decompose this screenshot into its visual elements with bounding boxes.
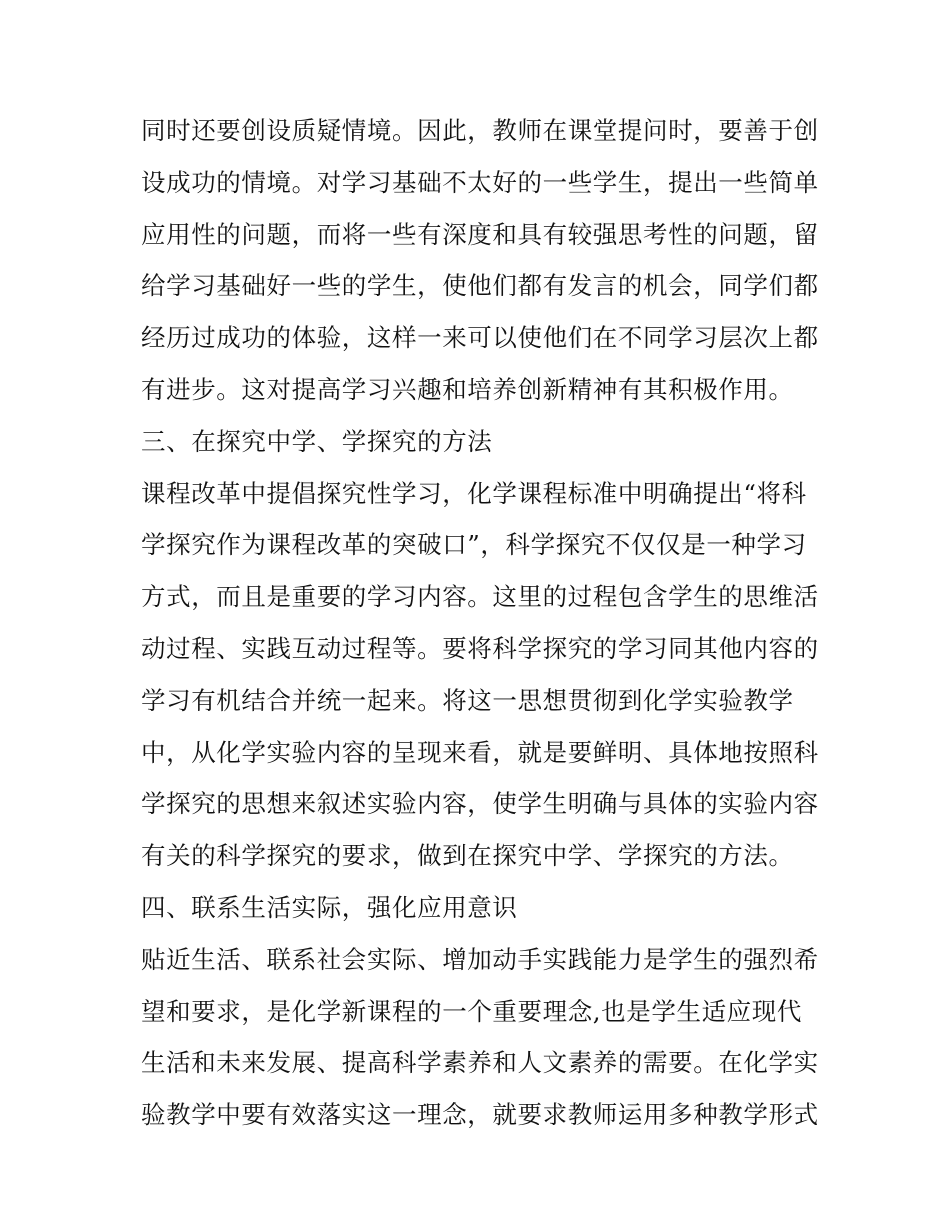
paragraph-line: 有关的科学探究的要求，做到在探究中学、学探究的方法。 (141, 841, 794, 871)
paragraph-line: 中，从化学实验内容的呈现来看，就是要鲜明、具体地按照科 (141, 737, 819, 767)
paragraph-line: 学探究作为课程改革的突破口”，科学探究不仅仅是一种学习 (141, 530, 807, 560)
paragraph-line: 给学习基础好一些的学生，使他们都有发言的机会，同学们都 (141, 271, 819, 301)
paragraph-line: 应用性的问题，而将一些有深度和具有较强思考性的问题，留 (141, 219, 819, 249)
paragraph-line: 学探究的思想来叙述实验内容，使学生明确与具体的实验内容 (141, 789, 819, 819)
paragraph-line: 方式，而且是重要的学习内容。这里的过程包含学生的思维活 (141, 582, 819, 612)
paragraph-line: 经历过成功的体验，这样一来可以使他们在不同学习层次上都 (141, 323, 819, 353)
paragraph-line: 动过程、实践互动过程等。要将科学探究的学习同其他内容的 (141, 633, 819, 663)
section-heading: 四、联系生活实际，强化应用意识 (141, 892, 518, 922)
paragraph-line: 课程改革中提倡探究性学习，化学课程标准中明确提出“将科 (141, 478, 807, 508)
paragraph-line: 设成功的情境。对学习基础不太好的一些学生，提出一些简单 (141, 167, 819, 197)
paragraph-line: 生活和未来发展、提高科学素养和人文素养的需要。在化学实 (141, 1048, 819, 1078)
paragraph-line: 验教学中要有效落实这一理念，就要求教师运用多种教学形式 (141, 1100, 819, 1130)
paragraph-line: 学习有机结合并统一起来。将这一思想贯彻到化学实验教学 (141, 685, 794, 715)
paragraph-line: 有进步。这对提高学习兴趣和培养创新精神有其积极作用。 (141, 374, 794, 404)
section-heading: 三、在探究中学、学探究的方法 (141, 426, 493, 456)
paragraph-line: 望和要求，是化学新课程的一个重要理念,也是学生适应现代 (141, 996, 802, 1026)
body-text (141, 105, 821, 1141)
paragraph-line: 同时还要创设质疑情境。因此，教师在课堂提问时，要善于创 (141, 116, 819, 145)
paragraph-line: 贴近生活、联系社会实际、增加动手实践能力是学生的强烈希 (141, 944, 819, 974)
